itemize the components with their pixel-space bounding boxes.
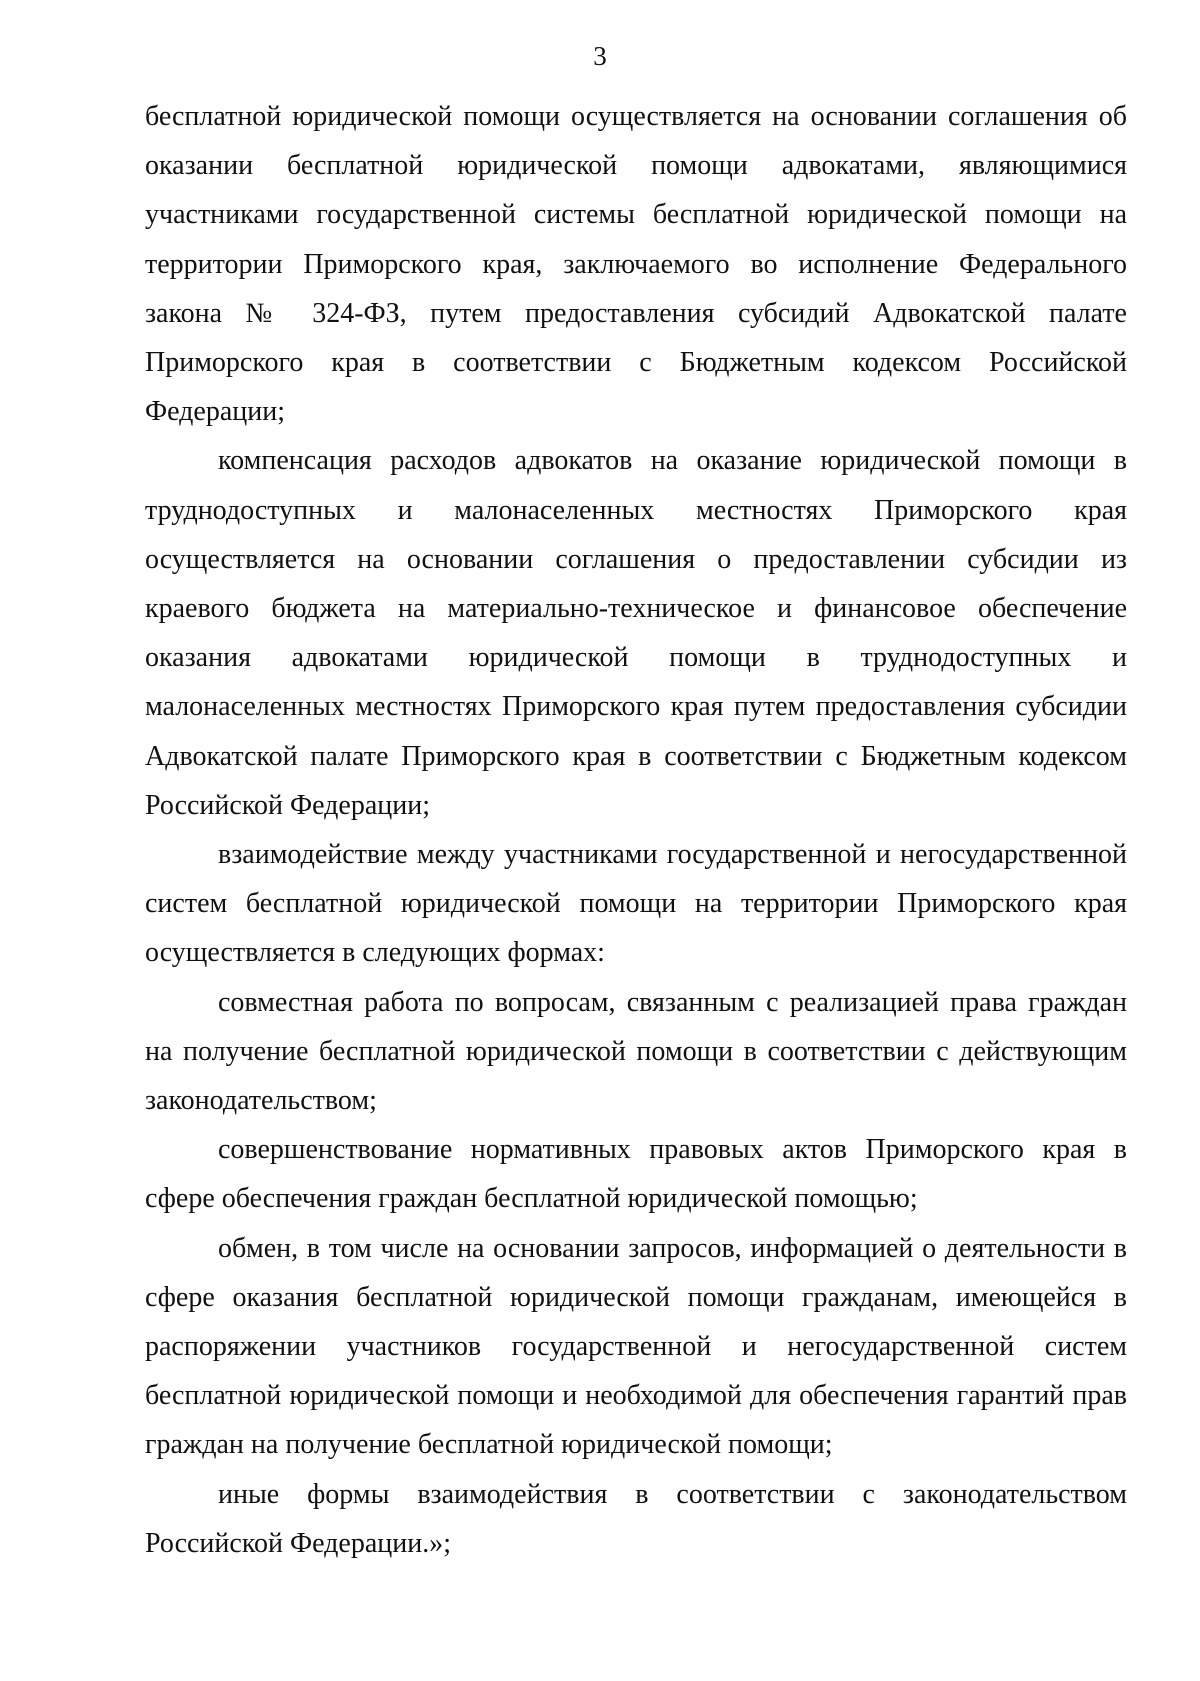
paragraph-exchange: обмен, в том числе на основании запросов, информацией о деятельности в сфере оказания бесплатной юридической помощи гражданам, имеющейся в распоряжении участников государственной и негосударственной систем бесплатной юридической помощи и необходимой для обеспечения гарантий прав граждан на получение бесплатной юридической помощи; [145, 1232, 1127, 1461]
paragraph-other-forms: иные формы взаимодействия в соответствии с законодательством Российской Федерации.»; [145, 1478, 1127, 1559]
page-number: 3 [593, 41, 607, 71]
document-body [145, 92, 1127, 1568]
paragraph-compensation: компенсация расходов адвокатов на оказание юридической помощи в труднодоступных и малонаселенных местностях Приморского края осуществляется на основании соглашения о предоставлении субсидии из краевого бюджета на материально-техническое и финансовое обеспечение оказания адвокатами юридической помощи в труднодоступных и малонаселенных местностях Приморского края путем предоставления субсидии Адвокатской палате Приморского края в соответствии с Бюджетным кодексом Российской Федерации; [145, 445, 1127, 821]
paragraph-joint-work: совместная работа по вопросам, связанным с реализацией права граждан на получение бесплатной юридической помощи в соответствии с действующим законодательством; [145, 986, 1127, 1117]
paragraph-interaction: взаимодействие между участниками государственной и негосударственной систем бесплатной юридической помощи на территории Приморского края осуществляется в следующих формах: [145, 839, 1127, 969]
paragraph-improvement: совершенствование нормативных правовых актов Приморского края в сфере обеспечения граждан бесплатной юридической помощью; [145, 1134, 1127, 1215]
paragraph-continuation: бесплатной юридической помощи осуществляется на основании соглашения об оказании бесплатной юридической помощи адвокатами, являющимися участниками государственной системы бесплатной юридической помощи на территории Приморского края, заключаемого во исполнение Федерального закона № 324-ФЗ, путем предоставления субсидий Адвокатской палате Приморского края в соответствии с Бюджетным кодексом Российской Федерации; [145, 101, 1127, 428]
